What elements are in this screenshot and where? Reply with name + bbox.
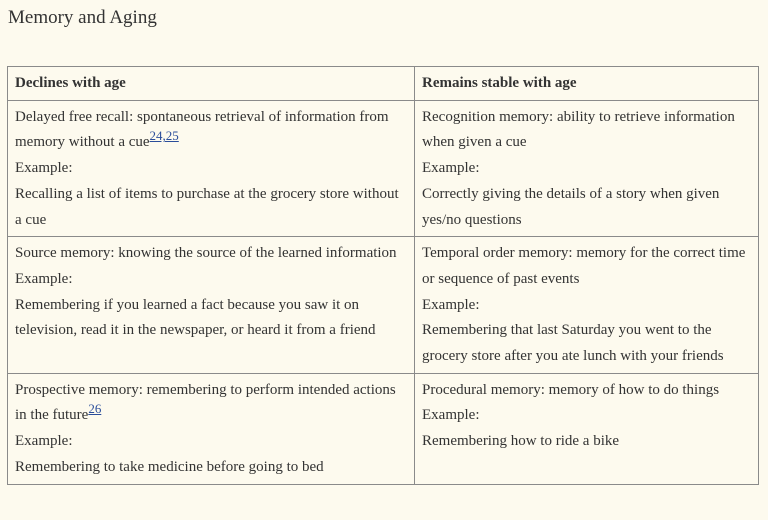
table-cell-stable bbox=[415, 237, 759, 374]
table-cell-declines bbox=[8, 373, 415, 484]
page-title: Memory and Aging bbox=[8, 7, 157, 28]
table-cell-stable bbox=[415, 373, 759, 484]
table-header-row bbox=[8, 67, 759, 101]
reference-superscript bbox=[150, 128, 179, 143]
memory-definition bbox=[15, 105, 408, 156]
example-label: Example: bbox=[422, 160, 480, 177]
table-row bbox=[8, 237, 759, 374]
example-text: Recalling a list of items to purchase at the grocery store without a cue bbox=[15, 185, 399, 228]
table-row bbox=[8, 100, 759, 237]
memory-definition-text: Delayed free recall: spontaneous retrieval of information from memory without a cue bbox=[15, 108, 389, 151]
table-cell-declines bbox=[8, 237, 415, 374]
table-cell-stable bbox=[415, 100, 759, 237]
reference-link[interactable]: 26 bbox=[88, 401, 102, 417]
reference-link[interactable]: 24,25 bbox=[149, 128, 179, 144]
example-text: Remembering how to ride a bike bbox=[422, 433, 620, 450]
example-text: Remembering that last Saturday you went to the grocery store after you ate lunch with your friends bbox=[422, 322, 724, 365]
table-cell-declines bbox=[8, 100, 415, 237]
reference-superscript bbox=[88, 401, 101, 416]
memory-definition: Source memory: knowing the source of the learned information bbox=[15, 245, 397, 262]
header-declines-with-age: Declines with age bbox=[8, 67, 415, 101]
header-remains-stable-with-age: Remains stable with age bbox=[415, 67, 759, 101]
example-label: Example: bbox=[422, 407, 480, 424]
memory-definition: Temporal order memory: memory for the correct time or sequence of past events bbox=[422, 245, 746, 287]
table-row bbox=[8, 373, 759, 484]
example-label: Example: bbox=[15, 270, 73, 287]
memory-definition: Procedural memory: memory of how to do things bbox=[422, 381, 720, 398]
example-text: Remembering if you learned a fact because you saw it on television, read it in the newspaper, or heard it from a friend bbox=[15, 296, 376, 339]
memory-definition: Recognition memory: ability to retrieve information when given a cue bbox=[422, 108, 735, 151]
example-label: Example: bbox=[422, 296, 480, 313]
example-label: Example: bbox=[15, 433, 73, 450]
example-text: Correctly giving the details of a story when given yes/no questions bbox=[422, 185, 720, 228]
memory-definition bbox=[15, 378, 408, 429]
example-label: Example: bbox=[15, 160, 73, 177]
example-text: Remembering to take medicine before going to bed bbox=[15, 458, 324, 475]
memory-aging-table bbox=[7, 66, 759, 485]
memory-definition-text: Prospective memory: remembering to perform intended actions in the future bbox=[15, 381, 396, 424]
